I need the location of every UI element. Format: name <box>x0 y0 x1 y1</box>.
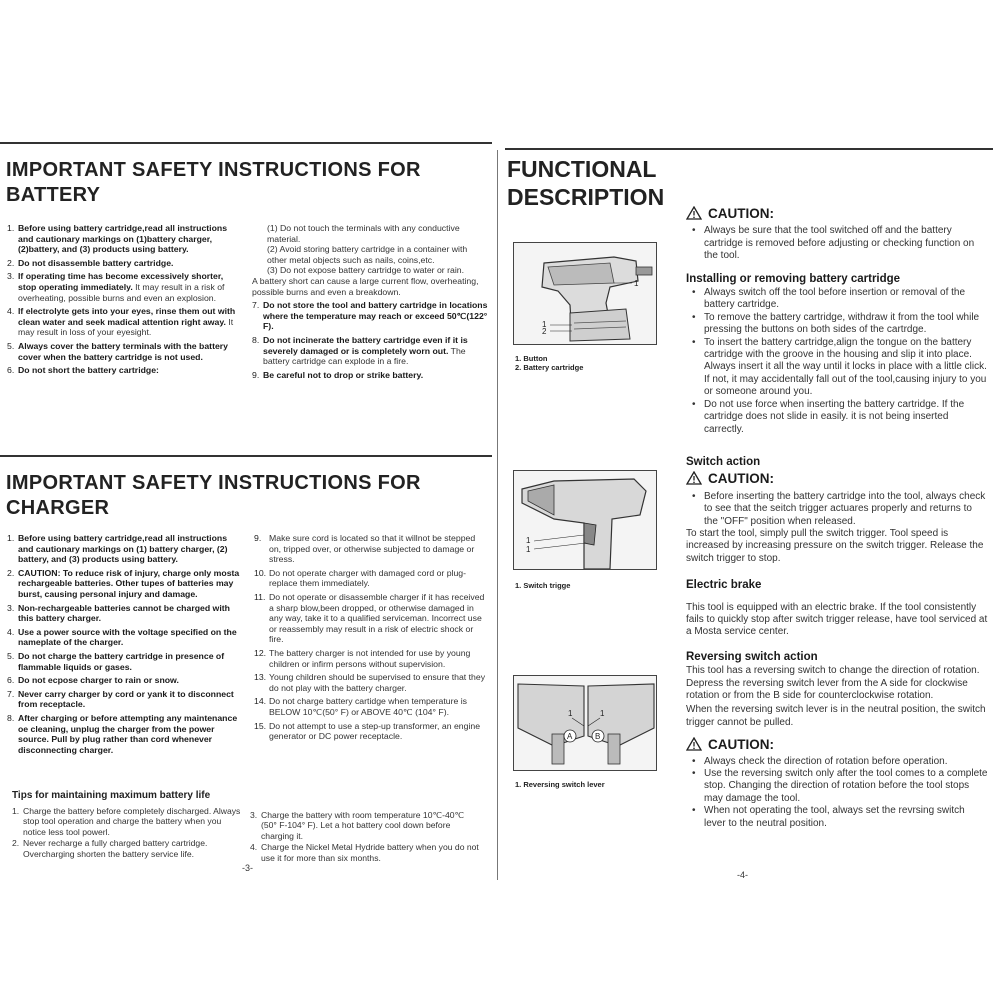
functional-title <box>507 155 664 211</box>
charger-title-line-1: IMPORTANT SAFETY INSTRUCTIONS FOR <box>6 472 421 494</box>
item-number: 4. <box>250 842 258 853</box>
battery-top-rule <box>0 142 492 144</box>
battery-instruction <box>252 370 488 381</box>
install-heading: Installing or removing battery cartridge <box>686 272 901 285</box>
item-text: Charge the battery before completely discharged. Always stop tool operation and charge the battery when you notice less tool powerl. <box>23 806 241 837</box>
battery-instruction <box>7 306 241 338</box>
charger-top-rule <box>0 455 492 457</box>
caution-heading-2 <box>686 471 988 487</box>
caution-label-1: CAUTION: <box>708 206 774 221</box>
item-number: 2. <box>12 838 20 849</box>
caution-heading-3 <box>686 737 988 753</box>
item-bold-text: Be careful not to drop or strike battery. <box>263 369 424 380</box>
item-number: 9. <box>252 369 260 380</box>
charger-col-1 <box>7 533 242 758</box>
charger-instruction <box>254 648 488 669</box>
caution-bullet <box>686 491 988 528</box>
functional-title-line-1: FUNCTIONAL <box>507 156 657 182</box>
caution-bullet <box>686 768 988 805</box>
item-bold-text: Before using battery cartridge,read all instructions and cautionary markings on (1) battery charger, (2) battery, and (3) products using battery. <box>18 533 228 565</box>
figure-2-caption <box>515 581 570 590</box>
item-bold-text: Do not ecpose charger to rain or snow. <box>18 675 179 686</box>
functional-top-rule <box>505 148 993 150</box>
bullet-dot: • <box>692 490 696 502</box>
functional-title-line-2: DESCRIPTION <box>507 184 665 210</box>
install-bullet <box>686 312 988 337</box>
charger-instruction <box>254 533 488 565</box>
caution-bullet <box>686 756 988 768</box>
bullet-text: Always be sure that the tool switched off and the battery cartridge is removed before adjusting or checking function on the tool. <box>704 225 975 262</box>
item-number: 5. <box>7 340 15 351</box>
battery-instruction <box>7 258 241 269</box>
item-number: 3. <box>7 602 15 613</box>
figure-1-caption <box>515 354 583 372</box>
reversing-text-1: This tool has a reversing switch to change the direction of rotation. Depress the reversing switch lever from the A side for clockwise rotation or from the B side for counterclockwise rotation. <box>686 665 980 701</box>
item-number: 6. <box>7 365 15 376</box>
bullet-dot: • <box>692 287 696 299</box>
battery-col-1 <box>7 223 241 379</box>
battery-short-note: (1) Do not touch the terminals with any conductive material. <box>267 223 460 244</box>
charger-instruction <box>7 713 242 755</box>
item-text: Do not charge battery cartidge when temperature is BELOW 10℃(50° F) or ABOVE 40℃ (104° F). <box>269 696 467 717</box>
item-text: The battery cartridge can explode in a fire. <box>263 345 466 367</box>
item-number: 14. <box>254 696 267 707</box>
bullet-text: To remove the battery cartridge, withdraw it from the tool while pressing the buttons on both sides of the cartrdge. <box>704 311 980 336</box>
battery-instruction <box>7 223 241 255</box>
caution-label-3: CAUTION: <box>708 737 774 753</box>
battery-title-line-2: BATTERY <box>6 184 101 206</box>
drill-illustration-3 <box>514 676 657 771</box>
bullet-text: To insert the battery cartridge,align the tongue on the battery cartridge with the groove in the housing and slip it into place. Always insert it all the way until it locks in place with a little click. If not, it may accidentally fall out of the tool,causing injury to you or someone around you. <box>704 336 987 398</box>
item-bold-text: Non-rechargeable batteries cannot be charged with this battery charger. <box>18 602 230 624</box>
battery-instruction <box>252 335 488 367</box>
charger-section-title <box>6 471 421 521</box>
caution-heading-1 <box>686 206 988 222</box>
charger-instruction <box>7 689 242 710</box>
battery-section-title <box>6 158 421 208</box>
fig3-callout-a: A <box>567 732 573 741</box>
battery-short-note: A battery short can cause a large current flow, overheating, possible burns and even a breakdown. <box>252 275 479 297</box>
item-text: Charge the battery with room temperature 10℃-40℃ (50° F-104° F). Let a hot battery cool down before charging it. <box>261 810 465 841</box>
fig2-callout-b: 1 <box>526 545 531 554</box>
bullet-text: Always switch off the tool before insertion or removal of the battery cartridge. <box>704 287 966 311</box>
bullet-dot: • <box>692 336 696 348</box>
item-number: 3. <box>7 271 15 282</box>
item-number: 2. <box>7 257 15 268</box>
fig1-callout-b: 1 <box>542 320 547 329</box>
brake-text: This tool is equipped with an electric brake. If the tool consistently fails to quickly stop after switch trigger release, have tool serviced at a Mosta service center. <box>686 601 988 638</box>
caution-bullet <box>686 225 988 262</box>
item-number: 7. <box>252 300 260 311</box>
brake-heading: Electric brake <box>686 579 762 592</box>
fig1-callout-a: 1 <box>634 279 639 288</box>
figure-switch-trigger <box>513 470 657 570</box>
item-number: 6. <box>7 675 15 686</box>
caution-label-2: CAUTION: <box>708 471 774 487</box>
item-bold-text: After charging or before attempting any maintenance oe cleaning, unplug the charger from the power source. Pull by plug rather than cord whenever disconnecting charger. <box>18 712 238 755</box>
charger-instruction <box>7 603 242 624</box>
warning-triangle-icon <box>686 471 702 487</box>
item-bold-text: Before using battery cartridge,read all instructions and cautionary markings on (1)battery charger, (2)battery, and (3) products using battery. <box>18 223 228 255</box>
bullet-text: Use the reversing switch only after the tool comes to a complete stop. Changing the direction of rotation before the tool stops may damage the tool. <box>704 768 988 804</box>
bullet-text: When not operating the tool, always set the revrsing switch lever to the neutral position. <box>704 805 965 829</box>
item-text: Never recharge a fully charged battery cartridge. Overcharging shorten the battery service life. <box>23 838 208 859</box>
item-text: Do not operate charger with damaged cord or plug-replace them immediately. <box>269 567 467 589</box>
fig3-callout-c: 1 <box>568 709 573 718</box>
item-number: 8. <box>252 334 260 345</box>
warning-triangle-icon <box>686 737 702 753</box>
functional-text-column <box>686 206 988 830</box>
item-number: 1. <box>7 223 15 233</box>
item-bold-text: If electrolyte gets into your eyes, rinse them out with clean water and seek madical attention right away. <box>18 306 236 327</box>
fig2-callout-a: 1 <box>526 536 531 545</box>
bullet-dot: • <box>692 768 696 780</box>
install-bullet <box>686 399 988 436</box>
switch-heading: Switch action <box>686 455 761 468</box>
page-number-left: -3- <box>242 863 253 873</box>
battery-short-note: (2) Avoid storing battery cartridge in a container with other metal objects such as nails, coins,etc. <box>267 244 468 265</box>
item-text: The battery charger is not intended for use by young children or infirm persons without supervision. <box>269 647 471 669</box>
bullet-text: Do not use force when inserting the battery cartridge. If the cartridge does not slide in easily. it is not being inserted carrectly. <box>704 398 965 435</box>
charger-instruction <box>254 592 488 645</box>
charger-instruction <box>7 568 242 600</box>
item-number: 5. <box>7 650 15 661</box>
item-text: Young children should be supervised to ensure that they do not play with the battery charger. <box>269 672 486 693</box>
tip-item <box>12 806 244 837</box>
item-text: Do not attempt to use a step-up transformer, an engine generator or DC power receptacle. <box>269 720 481 742</box>
figure-3-caption <box>515 780 605 789</box>
item-bold-text: Do not charge the battery cartridge in presence of flammable liquids or gases. <box>18 650 225 672</box>
tips-col-2 <box>250 810 482 864</box>
charger-instruction <box>254 672 488 693</box>
page-divider <box>497 150 498 880</box>
drill-illustration-1 <box>514 243 657 345</box>
tips-col-1 <box>12 806 244 860</box>
battery-short-note: (3) Do not expose battery cartridge to water or rain. <box>267 265 465 276</box>
caution-bullet <box>686 805 988 830</box>
item-text: Charge the Nickel Metal Hydride battery when you do not use it for more than six months. <box>261 842 479 863</box>
battery-col-2 <box>252 223 488 383</box>
battery-title-line-1: IMPORTANT SAFETY INSTRUCTIONS FOR <box>6 159 421 181</box>
bullet-dot: • <box>692 225 696 237</box>
install-bullet <box>686 337 988 399</box>
bullet-dot: • <box>692 311 696 323</box>
item-text: It may result in loss of your eyesight. <box>18 316 234 338</box>
bullet-dot: • <box>692 755 696 767</box>
item-bold-text: Use a power source with the voltage specified on the nameplate of the charger. <box>18 626 237 648</box>
item-bold-text: Do not incinerate the battery cartridge even if it is severely damaged or is completely worn out. <box>263 334 468 356</box>
battery-instruction <box>7 341 241 362</box>
fig1-callout-c: 2 <box>542 327 547 336</box>
bullet-text: Before inserting the battery cartridge into the tool, always check to see that the seitch trigger actuares properly and returns to the "OFF" position when released. <box>704 490 986 527</box>
item-number: 4. <box>7 306 15 317</box>
drill-illustration-2 <box>514 471 657 570</box>
battery-instruction <box>7 271 241 303</box>
switch-text: To start the tool, simply pull the switch trigger. Tool speed is increased by increasing pressure on the switch trigger. Release the switch trigger to stop. <box>686 527 984 564</box>
charger-instruction <box>7 651 242 672</box>
tip-item <box>250 842 482 863</box>
item-bold-text: Do not disassemble battery cartridge. <box>18 257 174 268</box>
figure-battery-cartridge <box>513 242 657 345</box>
item-number: 2. <box>7 567 15 578</box>
bullet-dot: • <box>692 398 696 410</box>
item-bold-text: If operating time has become excessively shorter, stop operating immediately. <box>18 271 224 292</box>
item-bold-text: Do not short the battery cartridge: <box>18 365 159 376</box>
fig1-caption-line-1: 1. Button <box>515 354 548 363</box>
item-number: 4. <box>7 626 15 637</box>
item-number: 3. <box>250 810 258 820</box>
fig3-callout-b: B <box>595 732 601 741</box>
charger-col-2 <box>254 533 488 745</box>
charger-instruction <box>254 696 488 717</box>
page-number-right: -4- <box>737 870 748 880</box>
bullet-text: Always check the direction of rotation before operation. <box>704 755 948 767</box>
warning-triangle-icon <box>686 206 702 222</box>
charger-instruction <box>254 568 488 589</box>
charger-instruction <box>7 533 242 565</box>
reversing-heading: Reversing switch action <box>686 650 818 663</box>
item-number: 13. <box>254 672 267 683</box>
item-text: It may result in a risk of overheating, possible burns and even an explosion. <box>18 281 225 303</box>
tip-item <box>250 810 482 841</box>
bullet-dot: • <box>692 805 696 817</box>
item-number: 11. <box>254 591 266 602</box>
item-bold-text: Never carry charger by cord or yank it to disconnect from receptacle. <box>18 688 234 710</box>
item-text: Do not operate or disassemble charger if it has received a sharp blow,been dropped, or otherwise damaged in any way, take it to a qualified serviceman. Incorrect use or reassembly may result in a risk of electric shock or fire. <box>269 591 485 645</box>
item-bold-text: CAUTION: To reduce risk of injury, charge only mosta rechargeable batteries. Other tupes of batteries may burst, causing personal injury and damage. <box>18 567 240 599</box>
tip-item <box>12 838 244 859</box>
fig2-caption-line-1: 1. Switch trigge <box>515 581 571 590</box>
fig1-caption-line-2: 2. Battery cartridge <box>515 363 584 373</box>
fig3-callout-d: 1 <box>600 709 605 718</box>
item-number: 15. <box>254 720 267 731</box>
item-number: 8. <box>7 712 15 723</box>
charger-instruction <box>254 721 488 742</box>
item-number: 1. <box>12 806 20 816</box>
charger-title-line-2: CHARGER <box>6 497 110 519</box>
item-number: 7. <box>7 688 15 699</box>
charger-instruction <box>7 675 242 686</box>
item-number: 10. <box>254 567 267 578</box>
charger-instruction <box>7 627 242 648</box>
item-bold-text: Do not store the tool and battery cartridge in locations where the temperature may reach or exceed 50℃(122° F). <box>263 300 488 332</box>
item-text: Make sure cord is located so that it willnot be stepped on, tripped over, or otherwise subjected to damage or stress. <box>269 533 476 565</box>
battery-instruction <box>252 300 488 332</box>
item-number: 12. <box>254 647 267 658</box>
fig3-caption-line-1: 1. Reversing switch lever <box>515 780 605 789</box>
item-number: 9. <box>254 533 262 543</box>
item-bold-text: Always cover the battery terminals with the battery cover when the battery cartridge is not used. <box>18 340 229 362</box>
tips-heading: Tips for maintaining maximum battery life <box>12 790 211 801</box>
install-bullet <box>686 287 988 312</box>
figure-reversing-switch <box>513 675 657 771</box>
battery-instruction <box>7 365 241 376</box>
reversing-text-2: When the reversing switch lever is in the neutral position, the switch trigger cannot be pulled. <box>686 704 986 728</box>
item-number: 1. <box>7 533 15 543</box>
